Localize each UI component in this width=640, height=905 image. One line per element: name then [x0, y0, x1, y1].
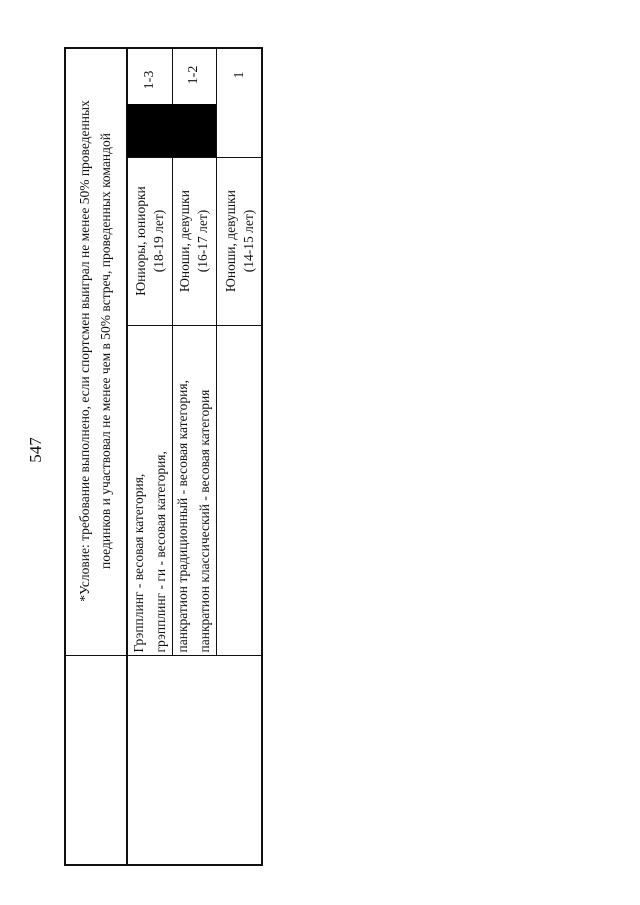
discipline-item: грэпплинг - ги - весовая категория,	[153, 451, 168, 653]
page-number: 547	[26, 437, 45, 463]
age-group-cell	[172, 159, 216, 323]
blacked-out-cell	[127, 104, 216, 157]
table-divider	[216, 47, 217, 655]
discipline-item: панкратион классический - весовая категория	[197, 389, 212, 653]
age-group-label: Юноши, девушки	[177, 190, 192, 292]
age-range-label: (18-19 лет)	[151, 209, 166, 273]
condition-line-2: поединков и участвовал не менее чем в 50% встреч, проведенных командой	[98, 133, 113, 569]
condition-line-1: *Условие: требование выполнено, если спортсмен выиграл не менее 50% проведенных	[77, 100, 92, 602]
rank-cell: 1-3	[142, 70, 157, 90]
age-group-cell	[217, 159, 263, 323]
rank-cell: 1	[232, 71, 247, 79]
age-range-label: (16-17 лет)	[195, 209, 210, 273]
age-range-label: (14-15 лет)	[241, 209, 256, 273]
table-divider	[127, 157, 263, 158]
table-divider	[126, 655, 128, 866]
table-divider	[127, 325, 263, 326]
discipline-item: Грэпплинг - весовая категория,	[131, 473, 146, 653]
discipline-item: панкратион традиционный - весовая категория,	[175, 380, 190, 653]
age-group-cell	[127, 159, 173, 323]
rank-cell: 1-2	[186, 65, 201, 85]
discipline-cell	[128, 328, 216, 653]
age-group-label: Юниоры, юниорки	[133, 186, 148, 296]
age-group-label: Юноши, девушки	[223, 190, 238, 292]
condition-note	[65, 51, 125, 651]
table-divider	[64, 655, 263, 656]
